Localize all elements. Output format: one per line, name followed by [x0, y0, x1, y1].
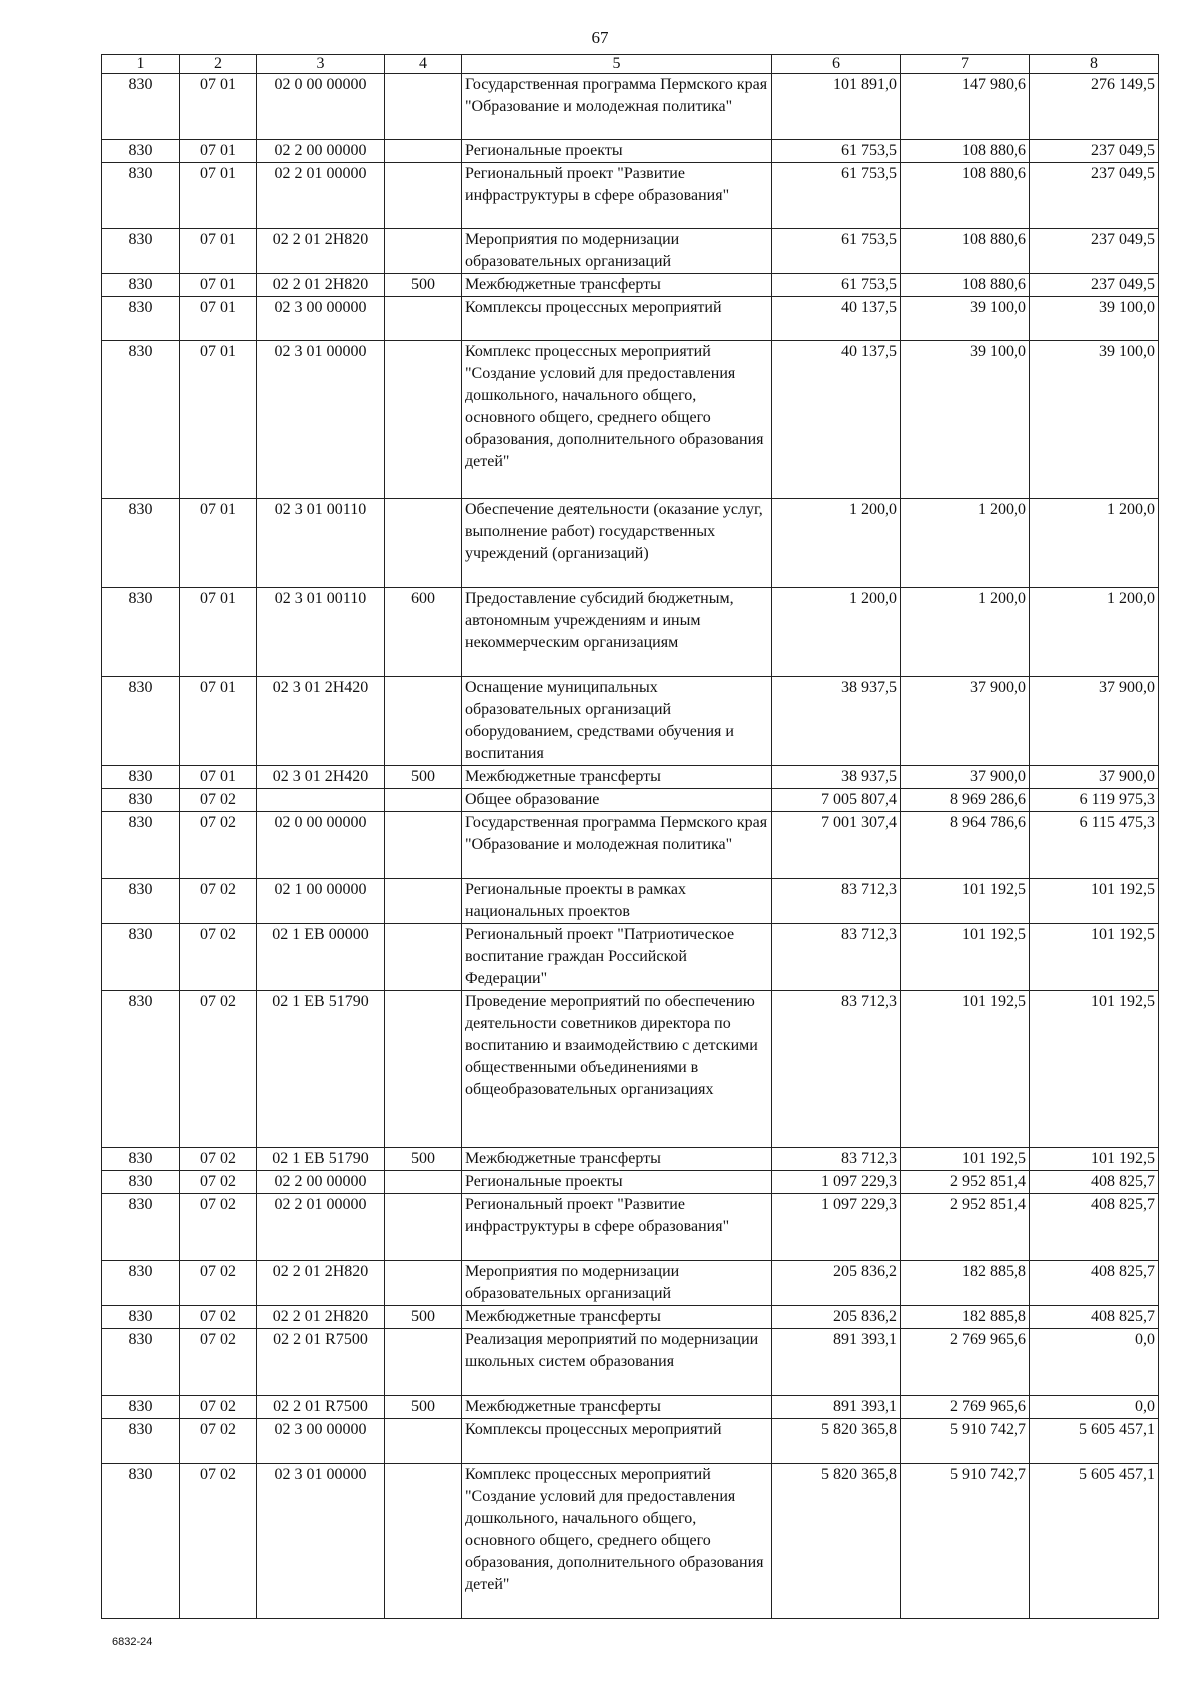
expense-type-cell — [385, 879, 462, 924]
amount-col8-cell: 1 200,0 — [1030, 499, 1159, 588]
amount-col7-cell: 37 900,0 — [901, 766, 1030, 789]
admin-code-cell: 830 — [102, 274, 180, 297]
table-row — [102, 499, 1159, 588]
amount-col8-cell: 237 049,5 — [1030, 163, 1159, 229]
admin-code-cell: 830 — [102, 1464, 180, 1619]
amount-col8-cell: 6 115 475,3 — [1030, 812, 1159, 879]
expense-type-cell: 500 — [385, 1306, 462, 1329]
item-name-cell: Проведение мероприятий по обеспечению деятельности советников директора по воспитанию и взаимодействию с детскими общественными объединениями в общеобразовательных организациях — [462, 991, 772, 1148]
admin-code-cell: 830 — [102, 1396, 180, 1419]
amount-col6-cell: 61 753,5 — [772, 163, 901, 229]
admin-code-cell: 830 — [102, 879, 180, 924]
amount-col6-cell: 38 937,5 — [772, 766, 901, 789]
admin-code-cell: 830 — [102, 789, 180, 812]
section-code-cell: 07 02 — [180, 1329, 257, 1396]
admin-code-cell: 830 — [102, 140, 180, 163]
budget-table — [101, 54, 1159, 1619]
amount-col6-cell: 38 937,5 — [772, 677, 901, 766]
section-code-cell: 07 02 — [180, 1306, 257, 1329]
section-code-cell: 07 01 — [180, 74, 257, 140]
expense-type-cell — [385, 499, 462, 588]
section-code-cell: 07 02 — [180, 1396, 257, 1419]
column-header-6: 6 — [772, 55, 901, 74]
item-name-cell: Межбюджетные трансферты — [462, 1396, 772, 1419]
amount-col7-cell: 108 880,6 — [901, 229, 1030, 274]
admin-code-cell: 830 — [102, 1171, 180, 1194]
amount-col8-cell: 5 605 457,1 — [1030, 1464, 1159, 1619]
amount-col7-cell: 1 200,0 — [901, 588, 1030, 677]
section-code-cell: 07 01 — [180, 229, 257, 274]
amount-col6-cell: 40 137,5 — [772, 297, 901, 341]
section-code-cell: 07 02 — [180, 1261, 257, 1306]
amount-col8-cell: 6 119 975,3 — [1030, 789, 1159, 812]
expense-type-cell — [385, 1194, 462, 1261]
item-name-cell: Комплекс процессных мероприятий "Создание условий для предоставления дошкольного, начального общего, основного общего, среднего общего образования, дополнительного образования детей" — [462, 341, 772, 499]
amount-col6-cell: 61 753,5 — [772, 274, 901, 297]
table-row — [102, 341, 1159, 499]
section-code-cell: 07 01 — [180, 499, 257, 588]
target-article-cell: 02 2 01 00000 — [257, 1194, 385, 1261]
expense-type-cell: 500 — [385, 1148, 462, 1171]
admin-code-cell: 830 — [102, 1148, 180, 1171]
section-code-cell: 07 02 — [180, 1464, 257, 1619]
amount-col6-cell: 1 097 229,3 — [772, 1194, 901, 1261]
target-article-cell: 02 3 01 00110 — [257, 588, 385, 677]
target-article-cell: 02 0 00 00000 — [257, 74, 385, 140]
target-article-cell: 02 2 01 2Н820 — [257, 229, 385, 274]
table-row — [102, 677, 1159, 766]
admin-code-cell: 830 — [102, 1419, 180, 1464]
amount-col6-cell: 83 712,3 — [772, 879, 901, 924]
target-article-cell: 02 2 01 2Н820 — [257, 1306, 385, 1329]
table-row — [102, 879, 1159, 924]
amount-col7-cell: 2 952 851,4 — [901, 1171, 1030, 1194]
table-row — [102, 297, 1159, 341]
amount-col6-cell: 7 005 807,4 — [772, 789, 901, 812]
admin-code-cell: 830 — [102, 1306, 180, 1329]
target-article-cell: 02 3 01 00110 — [257, 499, 385, 588]
column-header-2: 2 — [180, 55, 257, 74]
item-name-cell: Региональные проекты в рамках национальных проектов — [462, 879, 772, 924]
table-row — [102, 1464, 1159, 1619]
target-article-cell: 02 1 ЕВ 00000 — [257, 924, 385, 991]
amount-col8-cell: 408 825,7 — [1030, 1261, 1159, 1306]
section-code-cell: 07 02 — [180, 991, 257, 1148]
target-article-cell: 02 2 01 2Н820 — [257, 1261, 385, 1306]
admin-code-cell: 830 — [102, 588, 180, 677]
table-row — [102, 1148, 1159, 1171]
amount-col6-cell: 5 820 365,8 — [772, 1419, 901, 1464]
amount-col8-cell: 101 192,5 — [1030, 879, 1159, 924]
column-header-3: 3 — [257, 55, 385, 74]
target-article-cell: 02 3 00 00000 — [257, 297, 385, 341]
item-name-cell: Государственная программа Пермского края "Образование и молодежная политика" — [462, 74, 772, 140]
expense-type-cell — [385, 677, 462, 766]
amount-col8-cell: 39 100,0 — [1030, 297, 1159, 341]
header-row — [102, 55, 1159, 74]
expense-type-cell: 500 — [385, 766, 462, 789]
admin-code-cell: 830 — [102, 74, 180, 140]
item-name-cell: Региональные проекты — [462, 1171, 772, 1194]
amount-col7-cell: 101 192,5 — [901, 1148, 1030, 1171]
admin-code-cell: 830 — [102, 924, 180, 991]
amount-col6-cell: 1 200,0 — [772, 588, 901, 677]
table-row — [102, 812, 1159, 879]
admin-code-cell: 830 — [102, 991, 180, 1148]
admin-code-cell: 830 — [102, 812, 180, 879]
table-row — [102, 924, 1159, 991]
amount-col7-cell: 39 100,0 — [901, 297, 1030, 341]
admin-code-cell: 830 — [102, 1194, 180, 1261]
expense-type-cell — [385, 297, 462, 341]
table-row — [102, 1396, 1159, 1419]
amount-col6-cell: 1 200,0 — [772, 499, 901, 588]
expense-type-cell: 600 — [385, 588, 462, 677]
amount-col6-cell: 7 001 307,4 — [772, 812, 901, 879]
admin-code-cell: 830 — [102, 1329, 180, 1396]
admin-code-cell: 830 — [102, 163, 180, 229]
section-code-cell: 07 02 — [180, 1419, 257, 1464]
admin-code-cell: 830 — [102, 297, 180, 341]
target-article-cell: 02 2 01 2Н820 — [257, 274, 385, 297]
amount-col8-cell: 1 200,0 — [1030, 588, 1159, 677]
table-row — [102, 274, 1159, 297]
column-header-4: 4 — [385, 55, 462, 74]
expense-type-cell: 500 — [385, 274, 462, 297]
amount-col7-cell: 2 952 851,4 — [901, 1194, 1030, 1261]
target-article-cell: 02 3 01 2Н420 — [257, 677, 385, 766]
amount-col7-cell: 108 880,6 — [901, 140, 1030, 163]
expense-type-cell — [385, 74, 462, 140]
section-code-cell: 07 01 — [180, 163, 257, 229]
item-name-cell: Региональный проект "Патриотическое воспитание граждан Российской Федерации" — [462, 924, 772, 991]
item-name-cell: Комплексы процессных мероприятий — [462, 1419, 772, 1464]
amount-col8-cell: 101 192,5 — [1030, 1148, 1159, 1171]
admin-code-cell: 830 — [102, 1261, 180, 1306]
table-row — [102, 789, 1159, 812]
amount-col6-cell: 61 753,5 — [772, 229, 901, 274]
amount-col6-cell: 205 836,2 — [772, 1306, 901, 1329]
section-code-cell: 07 01 — [180, 766, 257, 789]
expense-type-cell — [385, 1171, 462, 1194]
section-code-cell: 07 02 — [180, 1148, 257, 1171]
column-header-8: 8 — [1030, 55, 1159, 74]
table-row — [102, 229, 1159, 274]
table-row — [102, 1306, 1159, 1329]
item-name-cell: Оснащение муниципальных образовательных организаций оборудованием, средствами обучения и воспитания — [462, 677, 772, 766]
footer-code: 6832-24 — [112, 1636, 153, 1648]
amount-col8-cell: 237 049,5 — [1030, 274, 1159, 297]
expense-type-cell — [385, 163, 462, 229]
admin-code-cell: 830 — [102, 766, 180, 789]
amount-col7-cell: 108 880,6 — [901, 163, 1030, 229]
amount-col7-cell: 182 885,8 — [901, 1306, 1030, 1329]
amount-col7-cell: 39 100,0 — [901, 341, 1030, 499]
target-article-cell: 02 3 01 2Н420 — [257, 766, 385, 789]
item-name-cell: Государственная программа Пермского края "Образование и молодежная политика" — [462, 812, 772, 879]
expense-type-cell — [385, 140, 462, 163]
section-code-cell: 07 01 — [180, 677, 257, 766]
section-code-cell: 07 01 — [180, 140, 257, 163]
section-code-cell: 07 01 — [180, 588, 257, 677]
table-row — [102, 991, 1159, 1148]
table-row — [102, 74, 1159, 140]
section-code-cell: 07 02 — [180, 1194, 257, 1261]
amount-col8-cell: 37 900,0 — [1030, 766, 1159, 789]
expense-type-cell — [385, 229, 462, 274]
item-name-cell: Предоставление субсидий бюджетным, автономным учреждениям и иным некоммерческим организациям — [462, 588, 772, 677]
target-article-cell: 02 3 00 00000 — [257, 1419, 385, 1464]
amount-col6-cell: 40 137,5 — [772, 341, 901, 499]
target-article-cell: 02 2 01 R7500 — [257, 1396, 385, 1419]
item-name-cell: Мероприятия по модернизации образовательных организаций — [462, 1261, 772, 1306]
column-header-5: 5 — [462, 55, 772, 74]
expense-type-cell — [385, 1464, 462, 1619]
target-article-cell: 02 2 00 00000 — [257, 1171, 385, 1194]
admin-code-cell: 830 — [102, 229, 180, 274]
amount-col8-cell: 237 049,5 — [1030, 140, 1159, 163]
amount-col8-cell: 39 100,0 — [1030, 341, 1159, 499]
expense-type-cell — [385, 1329, 462, 1396]
amount-col8-cell: 101 192,5 — [1030, 991, 1159, 1148]
target-article-cell: 02 2 01 R7500 — [257, 1329, 385, 1396]
expense-type-cell — [385, 1261, 462, 1306]
page-number: 67 — [591, 28, 609, 47]
admin-code-cell: 830 — [102, 677, 180, 766]
table-row — [102, 1171, 1159, 1194]
amount-col6-cell: 83 712,3 — [772, 924, 901, 991]
amount-col7-cell: 1 200,0 — [901, 499, 1030, 588]
amount-col7-cell: 2 769 965,6 — [901, 1329, 1030, 1396]
item-name-cell: Межбюджетные трансферты — [462, 766, 772, 789]
target-article-cell: 02 2 01 00000 — [257, 163, 385, 229]
amount-col8-cell: 276 149,5 — [1030, 74, 1159, 140]
amount-col8-cell: 0,0 — [1030, 1329, 1159, 1396]
table-row — [102, 1194, 1159, 1261]
table-body — [102, 74, 1159, 1619]
amount-col8-cell: 0,0 — [1030, 1396, 1159, 1419]
amount-col7-cell: 5 910 742,7 — [901, 1464, 1030, 1619]
column-header-7: 7 — [901, 55, 1030, 74]
item-name-cell: Реализация мероприятий по модернизации школьных систем образования — [462, 1329, 772, 1396]
target-article-cell: 02 3 01 00000 — [257, 341, 385, 499]
section-code-cell: 07 02 — [180, 879, 257, 924]
table-row — [102, 1329, 1159, 1396]
section-code-cell: 07 01 — [180, 341, 257, 499]
section-code-cell: 07 02 — [180, 812, 257, 879]
amount-col7-cell: 8 964 786,6 — [901, 812, 1030, 879]
amount-col7-cell: 101 192,5 — [901, 879, 1030, 924]
amount-col6-cell: 205 836,2 — [772, 1261, 901, 1306]
amount-col6-cell: 101 891,0 — [772, 74, 901, 140]
expense-type-cell — [385, 924, 462, 991]
amount-col8-cell: 408 825,7 — [1030, 1306, 1159, 1329]
section-code-cell: 07 01 — [180, 297, 257, 341]
target-article-cell: 02 3 01 00000 — [257, 1464, 385, 1619]
item-name-cell: Обеспечение деятельности (оказание услуг, выполнение работ) государственных учреждений (организаций) — [462, 499, 772, 588]
expense-type-cell — [385, 341, 462, 499]
amount-col6-cell: 1 097 229,3 — [772, 1171, 901, 1194]
admin-code-cell: 830 — [102, 341, 180, 499]
target-article-cell: 02 1 ЕВ 51790 — [257, 1148, 385, 1171]
table-row — [102, 588, 1159, 677]
amount-col7-cell: 5 910 742,7 — [901, 1419, 1030, 1464]
amount-col7-cell: 8 969 286,6 — [901, 789, 1030, 812]
amount-col7-cell: 37 900,0 — [901, 677, 1030, 766]
amount-col7-cell: 182 885,8 — [901, 1261, 1030, 1306]
item-name-cell: Региональный проект "Развитие инфраструктуры в сфере образования" — [462, 1194, 772, 1261]
expense-type-cell: 500 — [385, 1396, 462, 1419]
amount-col8-cell: 237 049,5 — [1030, 229, 1159, 274]
amount-col7-cell: 2 769 965,6 — [901, 1396, 1030, 1419]
item-name-cell: Общее образование — [462, 789, 772, 812]
amount-col6-cell: 61 753,5 — [772, 140, 901, 163]
section-code-cell: 07 02 — [180, 1171, 257, 1194]
amount-col8-cell: 408 825,7 — [1030, 1171, 1159, 1194]
target-article-cell: 02 2 00 00000 — [257, 140, 385, 163]
item-name-cell: Комплексы процессных мероприятий — [462, 297, 772, 341]
item-name-cell: Комплекс процессных мероприятий "Создание условий для предоставления дошкольного, начального общего, основного общего, среднего общего образования, дополнительного образования детей" — [462, 1464, 772, 1619]
item-name-cell: Мероприятия по модернизации образовательных организаций — [462, 229, 772, 274]
section-code-cell: 07 02 — [180, 924, 257, 991]
section-code-cell: 07 01 — [180, 274, 257, 297]
item-name-cell: Межбюджетные трансферты — [462, 1306, 772, 1329]
item-name-cell: Межбюджетные трансферты — [462, 1148, 772, 1171]
amount-col7-cell: 101 192,5 — [901, 991, 1030, 1148]
table-row — [102, 163, 1159, 229]
table-row — [102, 1419, 1159, 1464]
amount-col6-cell: 83 712,3 — [772, 1148, 901, 1171]
item-name-cell: Межбюджетные трансферты — [462, 274, 772, 297]
amount-col6-cell: 891 393,1 — [772, 1396, 901, 1419]
table-row — [102, 1261, 1159, 1306]
amount-col8-cell: 101 192,5 — [1030, 924, 1159, 991]
amount-col6-cell: 83 712,3 — [772, 991, 901, 1148]
column-header-1: 1 — [102, 55, 180, 74]
amount-col7-cell: 147 980,6 — [901, 74, 1030, 140]
item-name-cell: Региональный проект "Развитие инфраструктуры в сфере образования" — [462, 163, 772, 229]
target-article-cell: 02 1 00 00000 — [257, 879, 385, 924]
amount-col7-cell: 101 192,5 — [901, 924, 1030, 991]
section-code-cell: 07 02 — [180, 789, 257, 812]
amount-col6-cell: 5 820 365,8 — [772, 1464, 901, 1619]
amount-col7-cell: 108 880,6 — [901, 274, 1030, 297]
amount-col8-cell: 408 825,7 — [1030, 1194, 1159, 1261]
item-name-cell: Региональные проекты — [462, 140, 772, 163]
target-article-cell: 02 1 ЕВ 51790 — [257, 991, 385, 1148]
expense-type-cell — [385, 812, 462, 879]
amount-col8-cell: 37 900,0 — [1030, 677, 1159, 766]
target-article-cell: 02 0 00 00000 — [257, 812, 385, 879]
admin-code-cell: 830 — [102, 499, 180, 588]
table-row — [102, 140, 1159, 163]
expense-type-cell — [385, 991, 462, 1148]
target-article-cell — [257, 789, 385, 812]
amount-col8-cell: 5 605 457,1 — [1030, 1419, 1159, 1464]
amount-col6-cell: 891 393,1 — [772, 1329, 901, 1396]
expense-type-cell — [385, 1419, 462, 1464]
expense-type-cell — [385, 789, 462, 812]
table-row — [102, 766, 1159, 789]
